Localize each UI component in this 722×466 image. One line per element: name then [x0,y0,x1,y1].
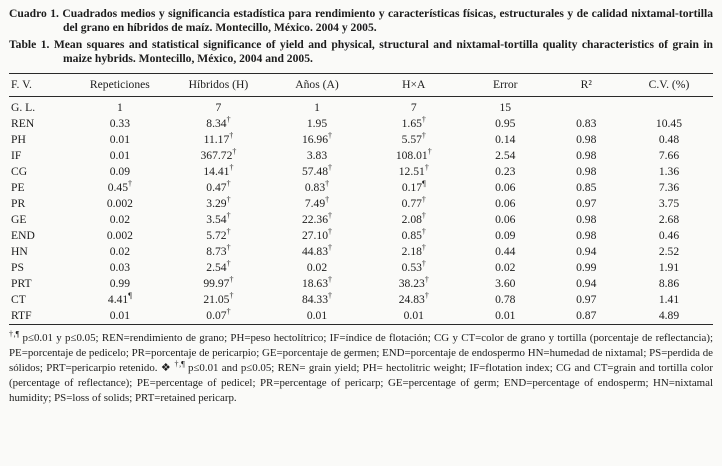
table-row [9,96,713,115]
value-cell: 7.66 [658,148,680,162]
value-cell: 0.97 [576,293,597,307]
caption-spanish: Cuadro 1. Cuadrados medios y significancia estadística para rendimiento y características físicas, estructurales y de calidad nixtamal-tortilla del grano en híbridos de maíz. Montecillo, México. 2004 y 2005. [9,7,713,35]
value-cell: 2.54† [206,259,231,275]
table-row [9,195,713,211]
value-cell: 0.87 [576,309,597,323]
row-label: GE [11,212,27,226]
column-header-5: Error [493,77,518,91]
row-label: PRT [11,277,32,291]
value-cell: 1 [314,100,320,114]
value-cell: 27.10† [301,227,333,242]
value-cell: 5.72† [206,227,231,242]
column-header-2: Híbridos (H) [188,77,249,91]
column-header-6: R² [580,77,592,91]
value-cell: 7 [410,100,417,114]
value-cell: 3.83 [306,148,328,162]
row-label: END [11,229,35,242]
value-cell: 0.002 [106,229,133,242]
table-row [9,276,713,292]
value-cell: 108.01† [395,146,432,162]
value-cell: 0.06 [495,180,516,194]
value-cell: 8.86 [658,277,680,291]
value-cell: 0.98 [576,164,597,178]
row-label: PR [11,196,26,210]
value-cell: 2.08† [401,211,426,226]
value-cell: 0.03 [109,261,131,275]
table-row [9,292,713,308]
value-cell: 2.52 [658,245,680,259]
value-cell: 0.23 [495,164,516,178]
value-cell: 0.77† [401,195,426,210]
value-cell: 99.97† [203,275,234,291]
anova-table [9,73,713,325]
value-cell: 3.60 [495,277,516,291]
table-row [9,131,713,147]
value-cell: 0.06 [495,196,516,210]
value-cell: 0.02 [306,261,328,275]
value-cell: 367.72† [200,146,237,162]
value-cell: 14.41† [203,162,234,178]
value-cell: 3.54† [206,211,231,226]
value-cell: 0.002 [106,196,133,210]
row-label: PE [11,180,25,194]
row-label: G. L. [11,100,36,114]
table-row [9,308,713,325]
value-cell: 0.01 [109,309,131,323]
table-row [9,260,713,276]
value-cell: 21.05† [203,291,234,307]
value-cell: 4.41¶ [107,291,132,307]
value-cell: 3.75 [658,196,680,210]
value-cell: 0.09 [495,229,516,242]
value-cell: 11.17† [203,130,234,146]
value-cell [548,96,625,115]
value-cell: 0.02 [109,212,131,226]
table-row [9,115,713,131]
column-header-7: C.V. (%) [648,77,690,91]
value-cell: 44.83† [301,243,333,259]
value-cell: 0.33 [109,116,131,130]
value-cell: 1.65† [401,114,426,130]
value-cell: 0.17¶ [401,178,426,194]
value-cell: 0.97 [576,196,597,210]
row-label: CG [11,164,28,178]
value-cell: 22.36† [301,211,333,226]
value-cell: 0.98 [576,229,597,242]
column-header-4: H×A [402,77,426,91]
value-cell: 0.95 [495,116,516,130]
footnote-text: †,¶ p≤0.01 y p≤0.05; REN=rendimiento de grano; PH=peso hectolítrico; IF=índice de flotación; CG y CT=color de grano y tortilla (porcentaje de reflectancia); PE=porcentaje de pedicelo; PR=porcentaje de pericarpio; GE=porcentaje de germen; END=porcentaje de endospermo HN=humedad de nixtamal; PS=perdida de sólidos; PRT=pericarpio retenido. ❖ †,¶ p≤0.01 and p≤0.05; REN= grain yield; PH= hectolitric weight; IF=flotation index; CG and CT=grain and tortilla color (percentage of reflectance); PE=percentage of pedicel; PR=percentage of pericarp; GE=percentage of germ; END=percentage of endosperm; HN=nixtamal humidity; PS=loss of solids; PRT=retained pericarp. [9,329,714,404]
value-cell: 5.57† [401,130,426,146]
value-cell: 18.63† [301,275,333,291]
value-cell: 0.46 [658,229,680,242]
value-cell: 0.14 [495,132,516,146]
value-cell: 0.98 [576,132,597,146]
value-cell: 15 [499,100,512,114]
value-cell: 1.91 [658,261,680,275]
caption-english: Table 1. Mean squares and statistical significance of yield and physical, structural and nixtamal-tortilla quality characteristics of grain in maize hybrids. Montecillo, México, 2004 and 2005. [9,37,713,66]
value-cell: 0.94 [576,245,597,259]
value-cell: 8.73† [206,243,231,259]
header-row [9,73,713,96]
value-cell: 0.98 [576,212,597,226]
table-body [9,96,713,324]
value-cell: 0.45† [107,178,133,194]
value-cell: 38.23† [398,275,429,291]
table-row [9,147,713,163]
value-cell: 1.41 [658,293,680,307]
value-cell: 0.06 [495,212,516,226]
value-cell: 7.49† [304,195,330,210]
row-label: PH [11,132,26,146]
value-cell: 4.89 [658,309,680,323]
value-cell: 0.01 [306,309,328,323]
row-label: RTF [11,309,32,323]
value-cell: 0.83† [304,178,330,194]
value-cell: 57.48† [301,162,333,178]
value-cell: 2.18† [401,243,426,259]
value-cell: 0.85 [576,180,597,194]
value-cell: 0.02 [109,245,131,259]
value-cell: 0.01 [109,148,131,162]
value-cell: 84.33† [301,291,333,307]
value-cell: 2.54 [495,148,516,162]
row-label: IF [11,148,22,162]
value-cell: 0.94 [576,277,597,291]
value-cell: 3.29† [206,195,231,210]
value-cell: 2.68 [658,212,680,226]
column-header-1: Repeticiones [89,77,150,91]
value-cell: 8.34† [206,114,231,130]
value-cell: 0.09 [109,164,131,178]
value-cell: 0.83 [576,116,597,130]
value-cell: 0.01 [109,132,131,146]
value-cell: 0.47† [206,178,231,194]
row-label: PS [11,261,24,275]
column-header-3: Años (A) [295,77,339,91]
value-cell: 24.83† [398,291,429,307]
value-cell: 7 [215,100,222,114]
value-cell: 0.44 [495,245,516,259]
value-cell: 7.36 [658,180,680,194]
value-cell: 0.85† [401,227,426,242]
value-cell: 0.01 [495,309,516,323]
value-cell: 10.45 [655,116,683,130]
value-cell: 0.01 [403,309,424,323]
value-cell: 0.99 [109,277,131,291]
value-cell: 1 [116,100,123,114]
value-cell: 0.07† [206,307,231,323]
value-cell: 16.96† [301,130,333,146]
value-cell: 0.99 [576,261,597,275]
column-header-0: F. V. [11,77,32,91]
value-cell [625,96,713,115]
table-row [9,163,713,179]
value-cell: 12.51† [398,162,429,178]
row-label: CT [11,293,26,307]
value-cell: 0.48 [658,132,680,146]
value-cell: 1.95 [306,116,328,130]
row-label: HN [11,245,28,259]
value-cell: 0.98 [576,148,597,162]
table-head [9,73,713,96]
table-row [9,179,713,195]
table-row [9,211,713,227]
table-row [9,244,713,260]
value-cell: 1.36 [658,164,680,178]
value-cell: 0.53† [401,259,426,275]
table-row [9,228,713,244]
row-label: REN [11,116,35,130]
value-cell: 0.02 [495,261,516,275]
value-cell: 0.78 [495,293,516,307]
